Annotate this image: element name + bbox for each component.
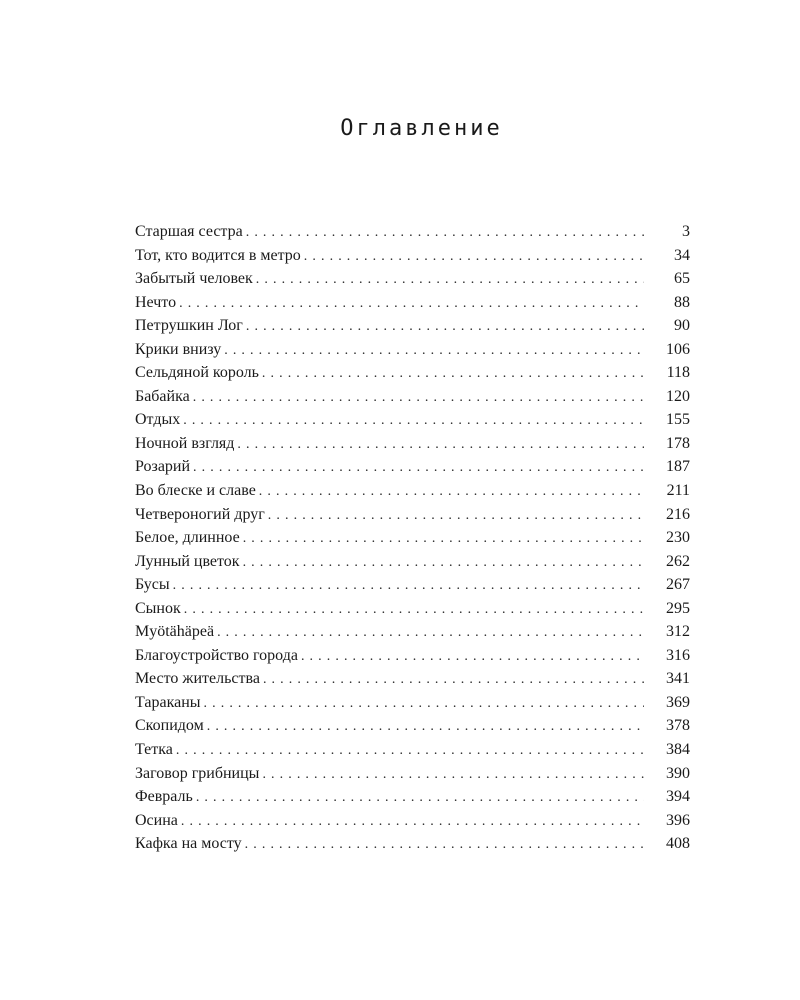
toc-entry	[135, 291, 690, 315]
toc-entry-title: Бусы	[135, 576, 170, 594]
dot-leader	[237, 433, 644, 457]
toc-entry	[135, 691, 690, 715]
toc-entry-page-number: 267	[666, 576, 690, 594]
toc-entry	[135, 785, 690, 809]
toc-entry-title: Осина	[135, 811, 178, 829]
toc-entry-page-number: 262	[666, 552, 690, 570]
dot-leader	[259, 480, 644, 504]
toc-entry-title: Скопидом	[135, 717, 204, 735]
toc-entry-title: Бабайка	[135, 387, 190, 405]
dot-leader	[256, 268, 644, 292]
toc-entry	[135, 526, 690, 550]
toc-entry	[135, 620, 690, 644]
dot-leader	[204, 692, 644, 716]
toc-entry-page-number: 408	[666, 835, 690, 853]
toc-entry-title: Забытый человек	[135, 270, 253, 288]
dot-leader	[243, 551, 644, 575]
dot-leader	[207, 715, 644, 739]
toc-entry-page-number: 369	[666, 693, 690, 711]
dot-leader	[262, 763, 644, 787]
toc-entry	[135, 432, 690, 456]
toc-entry-page-number: 230	[666, 529, 690, 547]
toc-entry-title: Белое, длинное	[135, 529, 240, 547]
toc-entry-title: Сельдяной король	[135, 364, 259, 382]
dot-leader	[246, 221, 644, 245]
toc-entry-title: Во блеске и славе	[135, 482, 256, 500]
toc-entry-page-number: 211	[666, 482, 690, 500]
dot-leader	[246, 315, 644, 339]
toc-entry-title: Сынок	[135, 599, 181, 617]
toc-entry-page-number: 394	[666, 788, 690, 806]
toc-entry-page-number: 34	[674, 246, 690, 264]
toc-entry-page-number: 3	[682, 223, 690, 240]
toc-entry-title: Ночной взгляд	[135, 434, 235, 452]
dot-leader	[217, 621, 644, 645]
toc-entry	[135, 220, 690, 244]
toc-entry	[135, 714, 690, 738]
toc-entry-title: Кафка на мосту	[135, 835, 242, 853]
toc-entry	[135, 644, 690, 668]
toc-entry-page-number: 216	[666, 505, 690, 523]
toc-entry-page-number: 390	[666, 764, 690, 782]
toc-entry	[135, 244, 690, 268]
toc-entry-title: Февраль	[135, 788, 193, 806]
toc-entry	[135, 762, 690, 786]
toc-entry-page-number: 106	[666, 340, 690, 358]
toc-entry	[135, 809, 690, 833]
toc-entry	[135, 267, 690, 291]
dot-leader	[304, 245, 644, 269]
toc-entry-page-number: 65	[674, 270, 690, 288]
toc-entry	[135, 338, 690, 362]
toc-entry	[135, 385, 690, 409]
dot-leader	[181, 810, 644, 834]
dot-leader	[193, 386, 644, 410]
toc-entry-page-number: 88	[674, 293, 690, 311]
toc-entry-page-number: 396	[666, 811, 690, 829]
toc-entry-title: Тетка	[135, 741, 173, 759]
toc-entry-page-number: 312	[666, 623, 690, 641]
toc-entry	[135, 738, 690, 762]
toc-entry-title: Myötähäpeä	[135, 623, 215, 641]
toc-entry	[135, 832, 690, 856]
toc-entry-title: Старшая сестра	[135, 223, 243, 240]
toc-entry	[135, 597, 690, 621]
toc-entry-page-number: 155	[666, 411, 690, 429]
toc-entry-page-number: 378	[666, 717, 690, 735]
toc-entry-title: Отдых	[135, 411, 181, 429]
toc-entry-title: Место жительства	[135, 670, 260, 688]
toc-entry-page-number: 120	[666, 387, 690, 405]
dot-leader	[263, 668, 644, 692]
toc-entry	[135, 573, 690, 597]
toc-entry-page-number: 178	[666, 434, 690, 452]
toc-entry	[135, 667, 690, 691]
dot-leader	[245, 833, 644, 857]
dot-leader	[179, 292, 644, 316]
toc-list	[135, 220, 690, 856]
dot-leader	[301, 645, 644, 669]
toc-entry-page-number: 341	[666, 670, 690, 688]
dot-leader	[184, 598, 644, 622]
toc-entry	[135, 314, 690, 338]
toc-entry	[135, 503, 690, 527]
toc-entry-title: Заговор грибницы	[135, 764, 260, 782]
dot-leader	[243, 527, 644, 551]
toc-entry-page-number: 316	[666, 646, 690, 664]
toc-entry-title: Лунный цветок	[135, 552, 240, 570]
toc-heading: Оглавление	[340, 116, 503, 141]
toc-entry-title: Нечто	[135, 293, 177, 311]
dot-leader	[224, 339, 644, 363]
dot-leader	[262, 362, 644, 386]
toc-entry-page-number: 118	[666, 364, 690, 382]
toc-entry	[135, 361, 690, 385]
dot-leader	[193, 456, 644, 480]
dot-leader	[183, 409, 644, 433]
toc-entry-title: Тараканы	[135, 693, 201, 711]
dot-leader	[173, 574, 644, 598]
toc-entry-page-number: 187	[666, 458, 690, 476]
toc-entry	[135, 455, 690, 479]
toc-entry-title: Петрушкин Лог	[135, 317, 243, 335]
toc-entry	[135, 479, 690, 503]
toc-entry-page-number: 90	[674, 317, 690, 335]
toc-entry	[135, 408, 690, 432]
dot-leader	[196, 786, 644, 810]
toc-entry-title: Крики внизу	[135, 340, 222, 358]
dot-leader	[268, 504, 644, 528]
toc-entry-page-number: 384	[666, 741, 690, 759]
toc-entry-page-number: 295	[666, 599, 690, 617]
toc-entry-title: Четвероногий друг	[135, 505, 265, 523]
toc-entry-title: Благоустройство города	[135, 646, 298, 664]
toc-entry	[135, 550, 690, 574]
toc-entry-title: Розарий	[135, 458, 191, 476]
dot-leader	[176, 739, 644, 763]
toc-entry-title: Тот, кто водится в метро	[135, 246, 301, 264]
